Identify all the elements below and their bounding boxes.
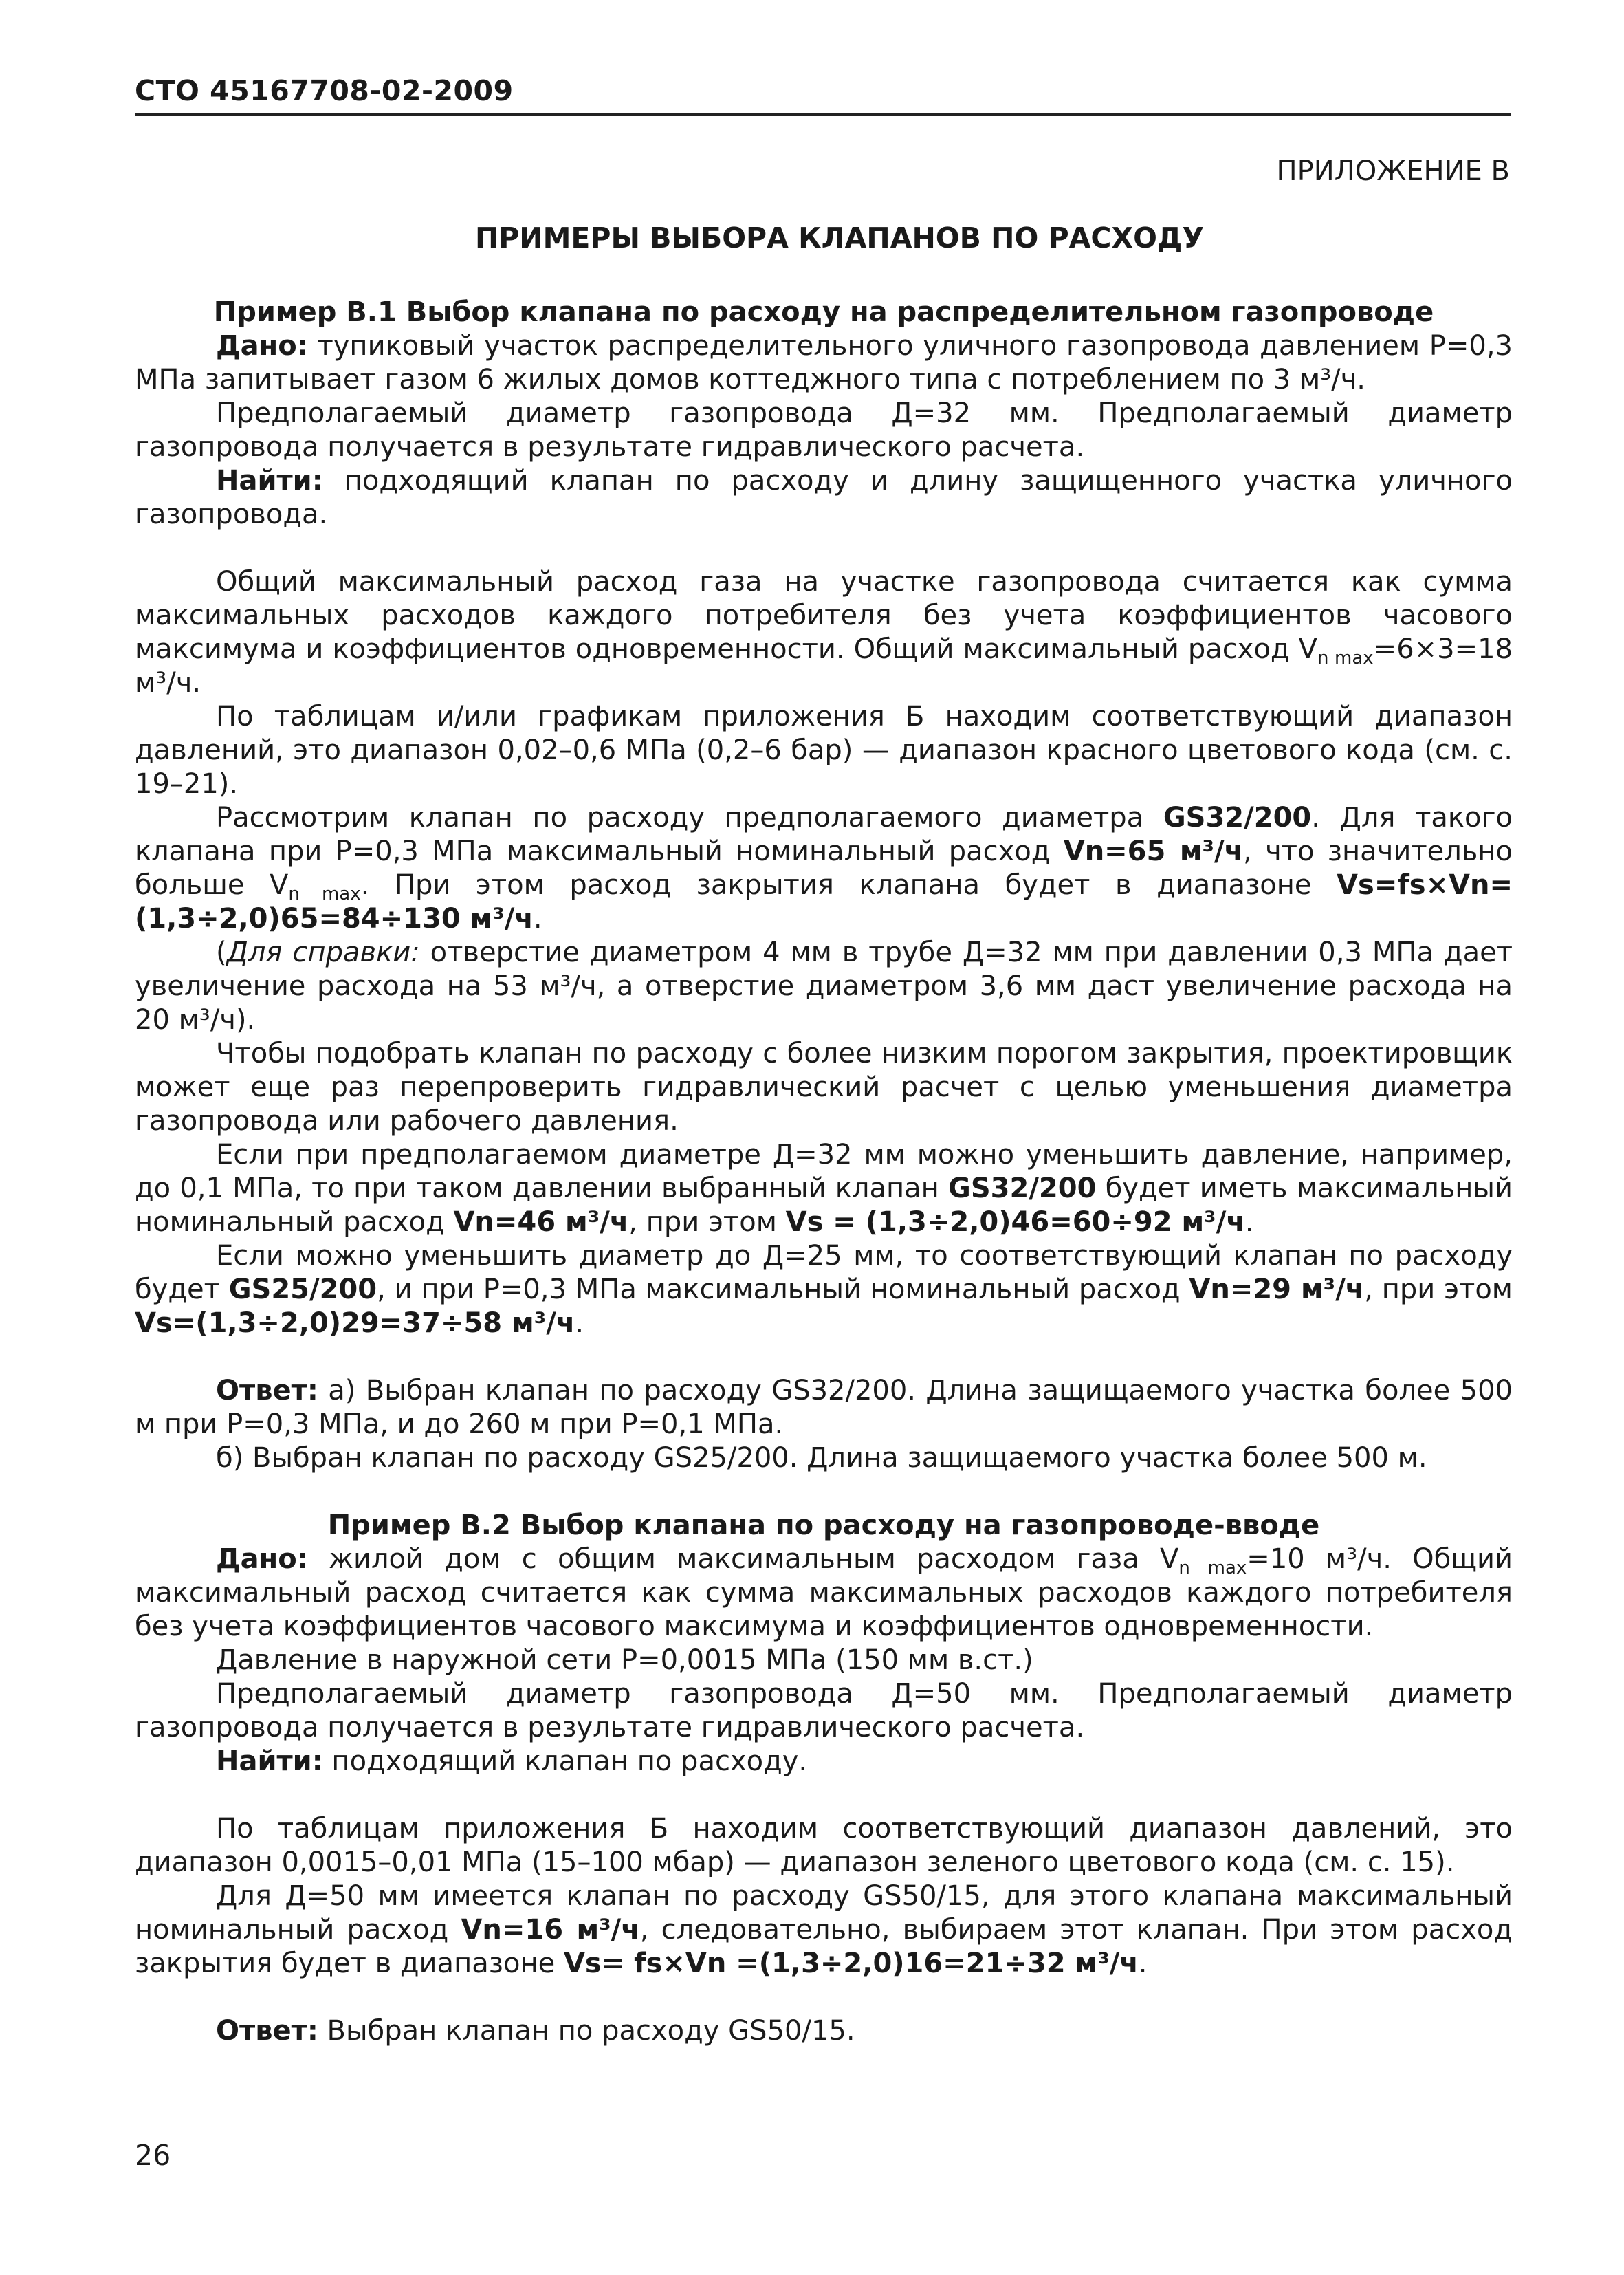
example1-heading: Пример В.1 Выбор клапана по расходу на распределительном газопроводе <box>213 296 1434 328</box>
example1-reference: (Для справки: отверстие диаметром 4 мм в трубе Д=32 мм при давлении 0,3 МПа дает увеличение расхода на 53 м³/ч, а отверстие диаметром 3,6 мм даст увеличение расхода на 20 м³/ч). <box>135 937 1513 1036</box>
example1-reduce-pressure: Если при предполагаемом диаметре Д=32 мм можно уменьшить давление, например, до 0,1 МПа, то при таком давлении выбранный клапан GS32/200 будет иметь максимальный номинальный расход Vn=46 м³/ч, при этом Vs = (1,3÷2,0)46=60÷92 м³/ч. <box>135 1139 1513 1238</box>
example1-reduce-diameter: Если можно уменьшить диаметр до Д=25 мм, то соответствующий клапан по расходу будет GS25/200, и при P=0,3 МПа максимальный номинальный расход Vn=29 м³/ч, при этом Vs=(1,3÷2,0)29=37÷58 м³/ч. <box>135 1240 1513 1339</box>
example2-diameter: Предполагаемый диаметр газопровода Д=50 мм. Предполагаемый диаметр газопровода получается в результате гидравлического расчета. <box>135 1678 1513 1743</box>
answer-label: Ответ: <box>216 1375 318 1406</box>
example1-given: Дано: тупиковый участок распределительного уличного газопровода давлением P=0,3 МПа запитывает газом 6 жилых домов коттеджного типа с потреблением по 3 м³/ч. <box>135 330 1513 395</box>
example2-find: Найти: подходящий клапан по расходу. <box>216 1745 808 1777</box>
example2-given: Дано: жилой дом с общим максимальным расходом газа $V_{n max}=10$ м³/ч. Общий максимальный расход считается как сумма максимальных расходов каждого потребителя без учета коэффициентов часового максимума и коэффициентов одновременности. <box>135 1543 1513 1642</box>
page-title: ПРИМЕРЫ ВЫБОРА КЛАПАНОВ ПО РАСХОДУ <box>474 221 1205 254</box>
example1-diameter: Предполагаемый диаметр газопровода Д=32 мм. Предполагаемый диаметр газопровода получается в результате гидравлического расчета. <box>135 398 1513 463</box>
example1-range: По таблицам и/или графикам приложения Б находим соответствующий диапазон давлений, это диапазон 0,02–0,6 МПа (0,2–6 бар) — диапазон красного цветового кода (см. с. 19–21). <box>135 701 1513 800</box>
find-label: Найти: <box>216 465 323 497</box>
example1-answer-b: б) Выбран клапан по расходу GS25/200. Длина защищаемого участка более 500 м. <box>216 1442 1427 1474</box>
example2-pressure: Давление в наружной сети P=0,0015 МПа (150 мм в.ст.) <box>216 1644 1033 1676</box>
appendix-label: ПРИЛОЖЕНИЕ В <box>1276 155 1510 187</box>
example1-answer-a: Ответ: а) Выбран клапан по расходу GS32/200. Длина защищаемого участка более 500 м при P=0,3 МПа, и до 260 м при P=0,1 МПа. <box>135 1375 1513 1440</box>
example1-total-flow: Общий максимальный расход газа на участке газопровода считается как сумма максимальных расходов каждого потребителя без учета коэффициентов часового максимума и коэффициентов одновременности. Общий максимальный расход $V_{n max}=6\times 3=18$ м³/ч. <box>135 566 1513 699</box>
document-code: СТО 45167708-02-2009 <box>135 74 514 107</box>
example1-find: Найти: подходящий клапан по расходу и длину защищенного участка уличного газопровода. <box>135 465 1513 530</box>
document-body <box>135 296 1513 2048</box>
page-number: 26 <box>135 2139 171 2172</box>
example2-heading: Пример В.2 Выбор клапана по расходу на газопроводе-вводе <box>327 1510 1320 1541</box>
example2-valve: Для Д=50 мм имеется клапан по расходу GS50/15, для этого клапана максимальный номинальный расход Vn=16 м³/ч, следовательно, выбираем этот клапан. При этом расход закрытия будет в диапазоне Vs= fs×Vn =(1,3÷2,0)16=21÷32 м³/ч. <box>135 1880 1513 1979</box>
example1-consider: Рассмотрим клапан по расходу предполагаемого диаметра GS32/200. Для такого клапана при P=0,3 МПа максимальный номинальный расход Vn=65 м³/ч, что значительно больше $V_{n max}$. При этом расход закрытия клапана будет в диапазоне Vs=fs×Vn=(1,3÷2,0)65=84÷130 м³/ч. <box>135 802 1513 935</box>
given-label: Дано: <box>216 330 308 362</box>
header-divider <box>135 113 1511 116</box>
example2-range: По таблицам приложения Б находим соответствующий диапазон давлений, это диапазон 0,0015–0,01 МПа (15–100 мбар) — диапазон зеленого цветового кода (см. с. 15). <box>135 1813 1513 1878</box>
example1-lower-threshold: Чтобы подобрать клапан по расходу с более низким порогом закрытия, проектировщик может еще раз перепроверить гидравлический расчет с целью уменьшения диаметра газопровода или рабочего давления. <box>135 1038 1513 1137</box>
example2-answer: Ответ: Выбран клапан по расходу GS50/15. <box>216 2015 855 2047</box>
